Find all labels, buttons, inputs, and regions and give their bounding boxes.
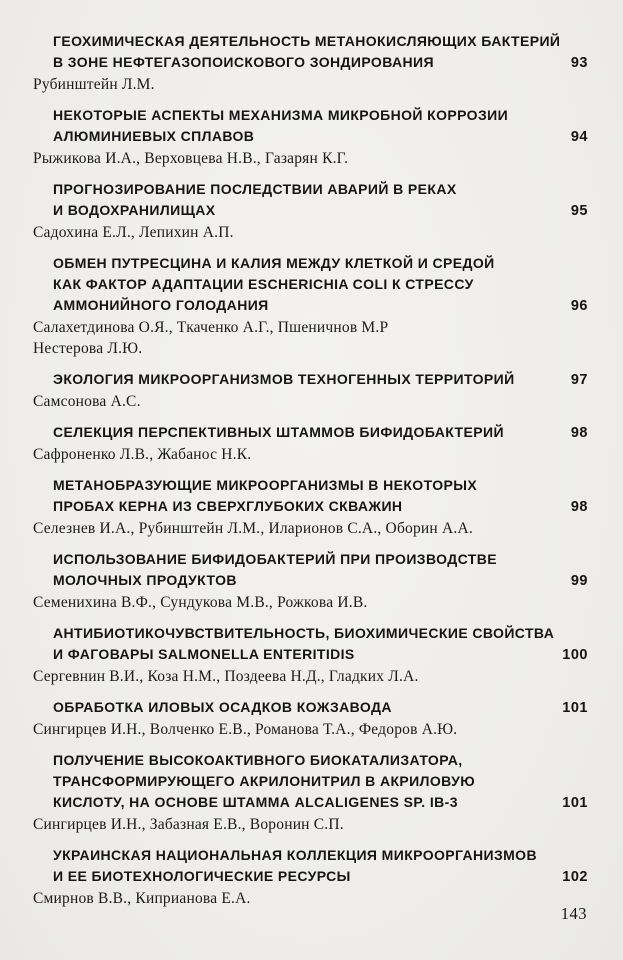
entry-title-line: ПОЛУЧЕНИЕ ВЫСОКОАКТИВНОГО БИОКАТАЛИЗАТОРА, <box>53 752 463 768</box>
entry-author-line: Сергевнин В.И., Коза Н.М., Поздеева Н.Д., Гладких Л.А. <box>33 668 419 685</box>
entry-page-number: 100 <box>562 647 588 663</box>
entry-title-text: И ЕЕ БИОТЕХНОЛОГИЧЕСКИЕ РЕСУРСЫ <box>53 868 351 884</box>
entry-title-line <box>33 792 588 814</box>
entry-title <box>33 179 588 222</box>
entry-title <box>33 422 588 444</box>
entry-page-number: 96 <box>570 298 588 314</box>
entry-authors <box>33 391 588 412</box>
entry-page-number: 95 <box>570 203 588 219</box>
entry-author-line: Нестерова Л.Ю. <box>33 340 143 357</box>
toc-entry <box>33 549 588 613</box>
entry-authors <box>33 592 588 613</box>
entry-authors <box>33 719 588 740</box>
entry-authors <box>33 74 588 95</box>
entry-authors <box>33 222 588 243</box>
entry-author-line: Рыжикова И.А., Верховцева Н.В., Газарян К.Г. <box>33 150 349 167</box>
entry-page-number: 99 <box>570 573 588 589</box>
entry-title-text: В ЗОНЕ НЕФТЕГАЗОПОИСКОВОГО ЗОНДИРОВАНИЯ <box>53 54 434 70</box>
entry-title-line <box>33 369 588 391</box>
entry-authors <box>33 888 588 909</box>
entry-title-line <box>33 422 588 444</box>
entry-title-text: АММОНИЙНОГО ГОЛОДАНИЯ <box>53 297 269 313</box>
entry-author-line: Сингирцев И.Н., Забазная Е.В., Воронин С.П. <box>33 816 344 833</box>
toc-entry <box>33 179 588 243</box>
entry-authors <box>33 518 588 539</box>
toc-entry <box>33 422 588 465</box>
entry-title-text: ЭКОЛОГИЯ МИКРООРГАНИЗМОВ ТЕХНОГЕННЫХ ТЕРРИТОРИЙ <box>53 371 515 387</box>
entry-title <box>33 697 588 719</box>
toc-entry <box>33 369 588 412</box>
entry-page-number: 93 <box>570 55 588 71</box>
entry-title <box>33 475 588 518</box>
entry-title <box>33 369 588 391</box>
entry-title-line <box>33 496 588 518</box>
entry-page-number: 101 <box>562 700 588 716</box>
entry-title-line: ИСПОЛЬЗОВАНИЕ БИФИДОБАКТЕРИЙ ПРИ ПРОИЗВОДСТВЕ <box>53 551 497 567</box>
entry-title-line: НЕКОТОРЫЕ АСПЕКТЫ МЕХАНИЗМА МИКРОБНОЙ КОРРОЗИИ <box>53 107 509 123</box>
entry-title <box>33 549 588 592</box>
entry-title-line <box>33 697 588 719</box>
entry-author-line: Сафроненко Л.В., Жабанос Н.К. <box>33 446 252 463</box>
entry-title-line: УКРАИНСКАЯ НАЦИОНАЛЬНАЯ КОЛЛЕКЦИЯ МИКРООРГАНИЗМОВ <box>53 847 537 863</box>
entry-title-text: МОЛОЧНЫХ ПРОДУКТОВ <box>53 572 237 588</box>
toc-entry <box>33 105 588 169</box>
entry-title-line: АНТИБИОТИКОЧУВСТВИТЕЛЬНОСТЬ, БИОХИМИЧЕСКИЕ СВОЙСТВА <box>53 625 555 641</box>
entry-title-line <box>33 126 588 148</box>
entry-page-number: 98 <box>570 425 588 441</box>
toc-entry <box>33 750 588 835</box>
entry-page-number: 94 <box>570 129 588 145</box>
entry-title-line <box>33 866 588 888</box>
entry-author-line: Самсонова А.С. <box>33 393 141 410</box>
entry-title <box>33 845 588 888</box>
entry-title-text: КИСЛОТУ, НА ОСНОВЕ ШТАММА ALCALIGENES SP. IB-3 <box>53 794 458 810</box>
entry-title-line: КАК ФАКТОР АДАПТАЦИИ ESCHERICHIA COLI К СТРЕССУ <box>53 276 474 292</box>
toc-entries <box>33 31 588 909</box>
entry-page-number: 97 <box>570 372 588 388</box>
entry-title <box>33 623 588 666</box>
entry-author-line: Селезнев И.А., Рубинштейн Л.М., Иларионов С.А., Оборин А.А. <box>33 520 473 537</box>
page-footer-number: 143 <box>560 904 587 923</box>
entry-authors <box>33 666 588 687</box>
entry-title-line <box>33 52 588 74</box>
toc-entry <box>33 475 588 539</box>
entry-authors <box>33 814 588 835</box>
toc-entry <box>33 623 588 687</box>
entry-authors <box>33 444 588 465</box>
entry-title-line <box>33 200 588 222</box>
entry-page-number: 101 <box>562 795 588 811</box>
entry-authors <box>33 317 588 359</box>
entry-title-line: ОБМЕН ПУТРЕСЦИНА И КАЛИЯ МЕЖДУ КЛЕТКОЙ И СРЕДОЙ <box>53 255 495 271</box>
entry-page-number: 102 <box>562 869 588 885</box>
entry-author-line: Садохина Е.Л., Лепихин А.П. <box>33 224 234 241</box>
entry-title-text: ОБРАБОТКА ИЛОВЫХ ОСАДКОВ КОЖЗАВОДА <box>53 699 392 715</box>
entry-title-line: МЕТАНОБРАЗУЮЩИЕ МИКРООРГАНИЗМЫ В НЕКОТОРЫХ <box>53 477 478 493</box>
toc-entry <box>33 697 588 740</box>
entry-title-text: СЕЛЕКЦИЯ ПЕРСПЕКТИВНЫХ ШТАММОВ БИФИДОБАКТЕРИЙ <box>53 424 504 440</box>
entry-title-line: ГЕОХИМИЧЕСКАЯ ДЕЯТЕЛЬНОСТЬ МЕТАНОКИСЛЯЮЩИХ БАКТЕРИЙ <box>53 33 561 49</box>
entry-author-line: Смирнов В.В., Киприанова Е.А. <box>33 890 251 907</box>
entry-title-text: ПРОБАХ КЕРНА ИЗ СВЕРХГЛУБОКИХ СКВАЖИН <box>53 498 403 514</box>
entry-title <box>33 253 588 317</box>
entry-title-line <box>33 295 588 317</box>
entry-author-line: Рубинштейн Л.М. <box>33 76 155 93</box>
entry-author-line: Семенихина В.Ф., Сундукова М.В., Рожкова И.В. <box>33 594 368 611</box>
entry-title-line: ТРАНСФОРМИРУЮЩЕГО АКРИЛОНИТРИЛ В АКРИЛОВУЮ <box>53 773 476 789</box>
entry-title <box>33 31 588 74</box>
entry-title-line <box>33 570 588 592</box>
entry-title-text: АЛЮМИНИЕВЫХ СПЛАВОВ <box>53 128 255 144</box>
entry-author-line: Сингирцев И.Н., Волченко Е.В., Романова Т.А., Федоров А.Ю. <box>33 721 458 738</box>
entry-title-line <box>33 644 588 666</box>
toc-entry <box>33 31 588 95</box>
entry-title <box>33 105 588 148</box>
entry-author-line: Салахетдинова О.Я., Ткаченко А.Г., Пшеничнов М.Р <box>33 319 389 336</box>
entry-page-number: 98 <box>570 499 588 515</box>
toc-entry <box>33 845 588 909</box>
toc-entry <box>33 253 588 359</box>
entry-title-text: И ВОДОХРАНИЛИЩАХ <box>53 202 216 218</box>
entry-title-line: ПРОГНОЗИРОВАНИЕ ПОСЛЕДСТВИИ АВАРИЙ В РЕКАХ <box>53 181 457 197</box>
entry-title-text: И ФАГОВАРЫ SALMONELLA ENTERITIDIS <box>53 646 355 662</box>
entry-authors <box>33 148 588 169</box>
entry-title <box>33 750 588 814</box>
